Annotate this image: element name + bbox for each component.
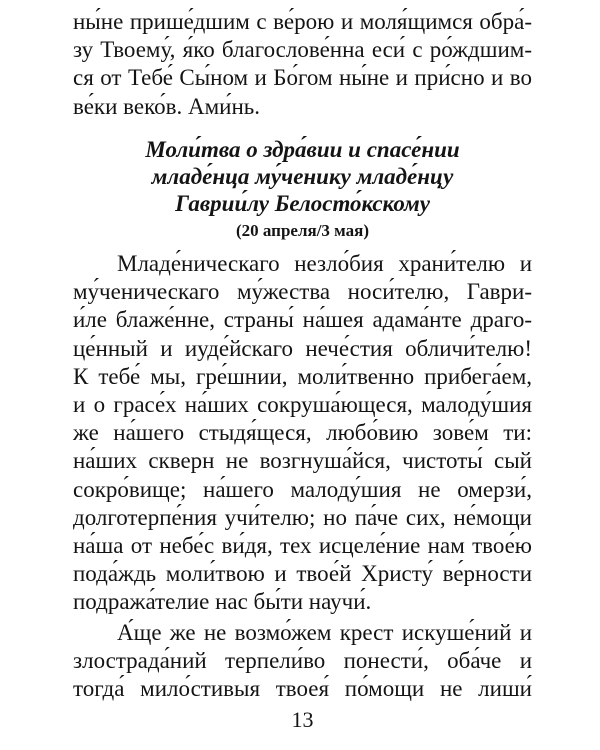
intro-text-line: ны́не прише́дшим с ве́рою и моля́щимся обра́- — [73, 9, 532, 34]
page-number: 13 — [291, 707, 314, 733]
paragraph-1-line: сокро́вище; на́шего малоду́шия не омерзи́, — [73, 476, 532, 502]
prayer-title-line: Моли́тва о здра́вии и спасе́нии — [145, 137, 460, 162]
feast-date: (20 апреля/3 мая) — [235, 221, 369, 240]
paragraph-2-line: злострада́ний терпели́во понести́, оба́че и — [73, 647, 532, 673]
paragraph-1-line: и́ле блаже́нне, страны́ на́шея адама́нте драго- — [73, 307, 532, 333]
prayer-title-line: Гаврии́лу Белосто́кскому — [175, 191, 430, 216]
paragraph-2-line: А́ще же не возмо́жем крест искуше́ний и — [117, 619, 532, 645]
intro-text-line: ве́ки веко́в. Ами́нь. — [73, 93, 260, 119]
paragraph-1-line: долготерпе́ния учи́телю; но па́че сих, не́мощи — [73, 504, 532, 530]
paragraph-1-line: це́нный и иуде́йскаго нече́стия обличи́телю! — [73, 335, 532, 361]
paragraph-2-line: тогда́ мило́стивыя твоея́ по́мощи не лиши́ — [73, 676, 532, 701]
paragraph-1-line: и о грасе́х на́ших сокруша́ющеся, малоду́шия — [73, 392, 532, 417]
paragraph-1-line: на́ших скверн не возгнуша́йся, чистоты́ сый — [73, 448, 532, 474]
paragraph-1-line: же на́шего стыдя́щеся, любо́вию зове́м ти: — [73, 420, 532, 446]
intro-text-line: зу Твоему́, я́ко благослове́нна еси́ с ро́ждшим- — [73, 37, 532, 63]
paragraph-1-line: Младе́ническаго незло́бия храни́телю и — [117, 251, 532, 276]
prayer-title-line: младе́нца му́ченику младе́нцу — [151, 164, 454, 189]
paragraph-1-line: пода́ждь моли́твою и твое́й Христу́ ве́рности — [73, 561, 532, 587]
paragraph-1-line: К тебе́ мы, гре́шнии, моли́твенно прибега́ем, — [73, 363, 532, 389]
paragraph-1-line: му́ченическаго му́жества носи́телю, Гаври- — [73, 279, 532, 305]
paragraph-1-line: на́ша от небе́с ви́дя, тех исцеле́ние нам твое́ю — [73, 533, 532, 558]
intro-text-line: ся от Тебе́ Сы́ном и Бо́гом ны́не и при́сно и во — [73, 65, 532, 91]
paragraph-1-line: подража́телие нас бы́ти научи́. — [73, 589, 372, 615]
